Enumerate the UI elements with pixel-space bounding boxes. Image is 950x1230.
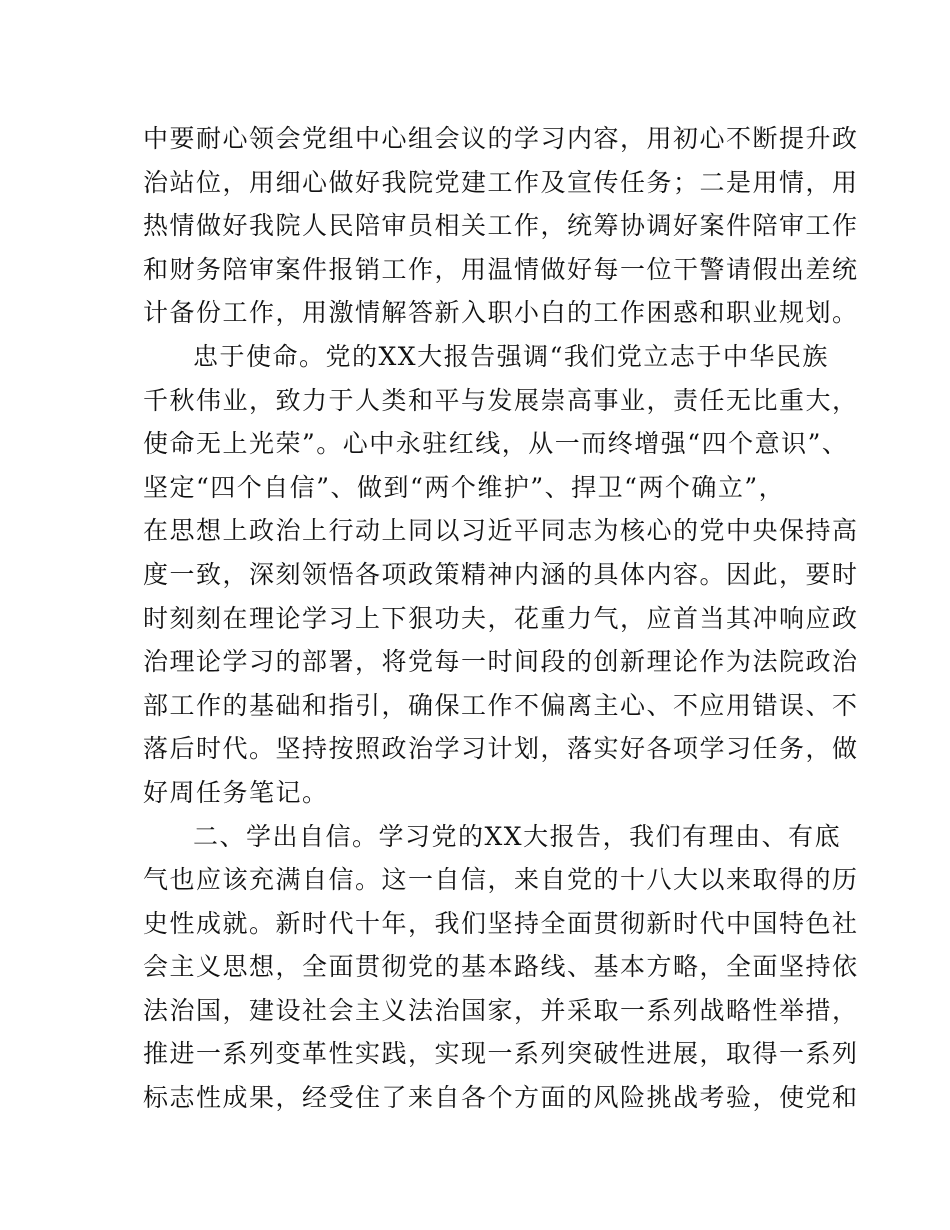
text-line: 部工作的基础和指引，确保工作不偏离主心、不应用错误、不 <box>143 690 859 720</box>
text-line: 坚定“四个自信”、做到“两个维护”、捍卫“两个确立”， <box>143 472 786 502</box>
text-line: 会主义思想，全面贯彻党的基本路线、基本方略，全面坚持依 <box>143 952 859 982</box>
text-line: 热情做好我院人民陪审员相关工作，统筹协调好案件陪审工作 <box>143 211 859 241</box>
text-line: 治理论学习的部署，将党每一时间段的创新理论作为法院政治 <box>143 647 859 677</box>
text-line: 治站位，用细心做好我院党建工作及宣传任务；二是用情，用 <box>143 167 859 197</box>
text-line: 计备份工作，用激情解答新入职小白的工作困惑和职业规划。 <box>143 298 859 328</box>
text-line: 千秋伟业，致力于人类和平与发展崇高事业，责任无比重大， <box>143 385 859 415</box>
text-line: 史性成就。新时代十年，我们坚持全面贯彻新时代中国特色社 <box>143 908 859 938</box>
text-line: 和财务陪审案件报销工作，用温情做好每一位干警请假出差统 <box>143 254 859 284</box>
text-line: 中要耐心领会党组中心组会议的学习内容，用初心不断提升政 <box>143 124 859 153</box>
text-line: 度一致，深刻领悟各项政策精神内涵的具体内容。因此，要时 <box>143 559 859 589</box>
text-line: 推进一系列变革性实践，实现一系列突破性进展，取得一系列 <box>143 1039 859 1069</box>
text-line: 时刻刻在理论学习上下狠功夫，花重力气，应首当其冲响应政 <box>143 603 859 633</box>
text-line: 好周任务笔记。 <box>143 777 329 807</box>
text-line: 在思想上政治上行动上同以习近平同志为核心的党中央保持高 <box>143 516 859 546</box>
paragraph-start-line: 忠于使命。党的XX大报告强调“我们党立志于中华民族 <box>193 341 829 371</box>
text-line: 标志性成果，经受住了来自各个方面的风险挑战考验，使党和 <box>143 1083 859 1113</box>
text-line: 气也应该充满自信。这一自信，来自党的十八大以来取得的历 <box>143 865 859 895</box>
text-line: 落后时代。坚持按照政治学习计划，落实好各项学习任务，做 <box>143 734 859 764</box>
section-heading-line: 二、学出自信。学习党的XX大报告，我们有理由、有底 <box>193 821 842 851</box>
text-line: 使命无上光荣”。心中永驻红线，从一而终增强“四个意识”、 <box>143 429 849 459</box>
text-line: 法治国，建设社会主义法治国家，并采取一系列战略性举措， <box>143 995 859 1025</box>
body-text <box>143 117 859 1120</box>
